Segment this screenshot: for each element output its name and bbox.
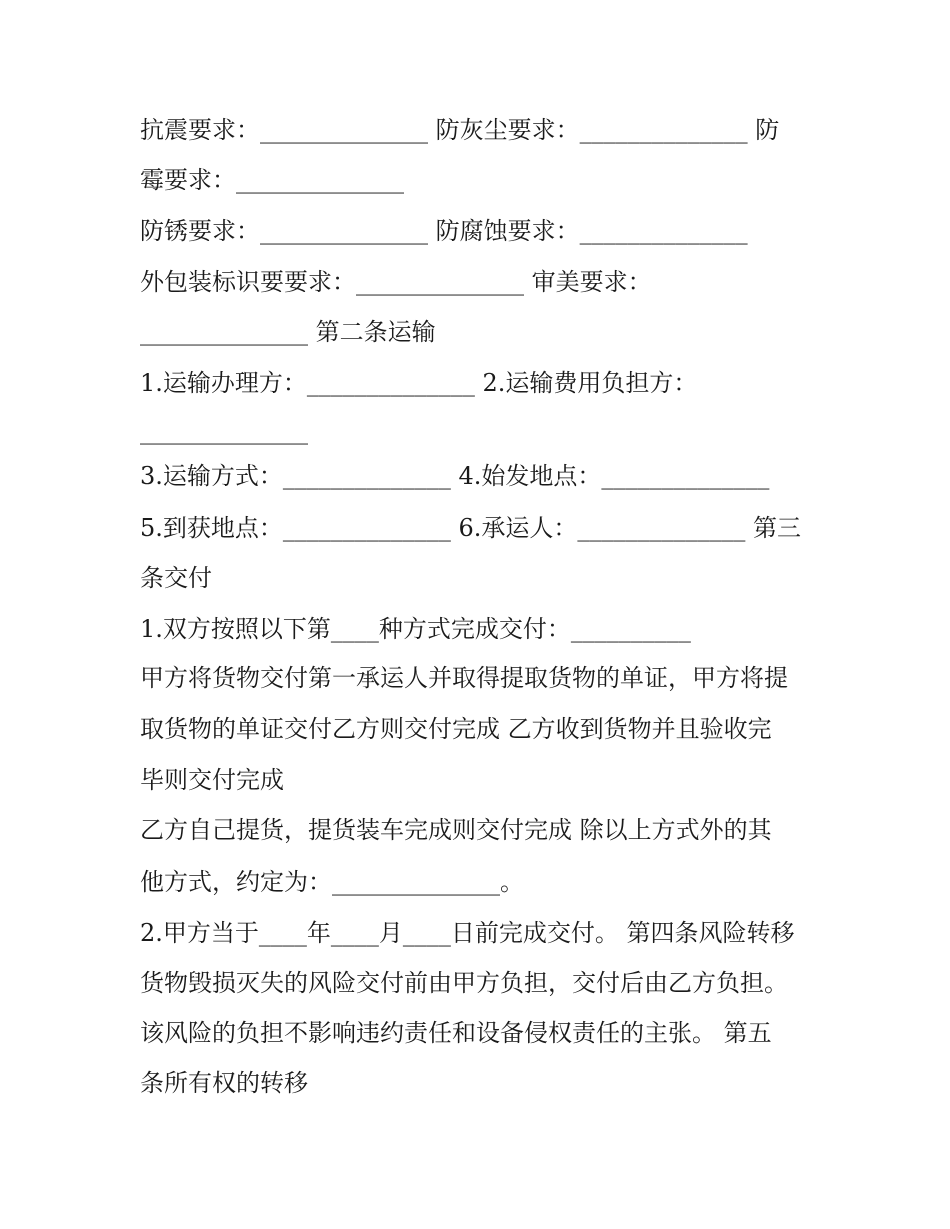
line-text: 3.运输方式：______________ 4.始发地点：______________ bbox=[140, 462, 770, 490]
text-line bbox=[140, 862, 820, 902]
text-line bbox=[140, 211, 820, 251]
line-text: 防锈要求：______________ 防腐蚀要求：______________ bbox=[140, 217, 748, 245]
line-text: 霉要求：______________ bbox=[140, 166, 404, 194]
text-line bbox=[140, 963, 820, 1003]
line-text: ______________ 第二条运输 bbox=[140, 318, 436, 346]
text-line bbox=[140, 658, 820, 698]
line-text: 毕则交付完成 bbox=[140, 766, 284, 794]
text-line bbox=[140, 110, 820, 150]
line-text: 条所有权的转移 bbox=[140, 1069, 308, 1097]
text-line bbox=[140, 1063, 820, 1103]
text-line bbox=[140, 609, 820, 649]
text-line bbox=[140, 411, 820, 451]
line-text: 甲方将货物交付第一承运人并取得提取货物的单证，甲方将提 bbox=[140, 664, 788, 692]
line-text: 2.甲方当于____年____月____日前完成交付。 第四条风险转移 bbox=[140, 919, 795, 947]
text-line bbox=[140, 913, 820, 953]
line-text: 该风险的负担不影响违约责任和设备侵权责任的主张。 第五 bbox=[140, 1019, 772, 1047]
line-text: 货物毁损灭失的风险交付前由甲方负担，交付后由乙方负担。 bbox=[140, 969, 788, 997]
text-line bbox=[140, 760, 820, 800]
line-text: 1.运输办理方：______________ 2.运输费用负担方： bbox=[140, 369, 698, 397]
line-text: 他方式，约定为：______________。 bbox=[140, 868, 524, 896]
line-text: 抗震要求：______________ 防灰尘要求：______________ 防 bbox=[140, 116, 780, 144]
text-line bbox=[140, 558, 820, 598]
text-line bbox=[140, 160, 820, 200]
text-line bbox=[140, 262, 820, 302]
line-text: ______________ bbox=[140, 417, 308, 445]
line-text: 乙方自己提货，提货装车完成则交付完成 除以上方式外的其 bbox=[140, 816, 772, 844]
line-text: 5.到获地点：______________ 6.承运人：______________ 第三 bbox=[140, 514, 802, 542]
text-line bbox=[140, 508, 820, 548]
line-text: 1.双方按照以下第____种方式完成交付：__________ bbox=[140, 615, 691, 643]
text-line bbox=[140, 1013, 820, 1053]
text-line bbox=[140, 810, 820, 850]
text-line bbox=[140, 709, 820, 749]
line-text: 取货物的单证交付乙方则交付完成 乙方收到货物并且验收完 bbox=[140, 715, 772, 743]
text-line bbox=[140, 456, 820, 496]
line-text: 条交付 bbox=[140, 564, 212, 592]
line-text: 外包装标识要要求：______________ 审美要求： bbox=[140, 268, 652, 296]
text-line bbox=[140, 312, 820, 352]
text-line bbox=[140, 363, 820, 403]
